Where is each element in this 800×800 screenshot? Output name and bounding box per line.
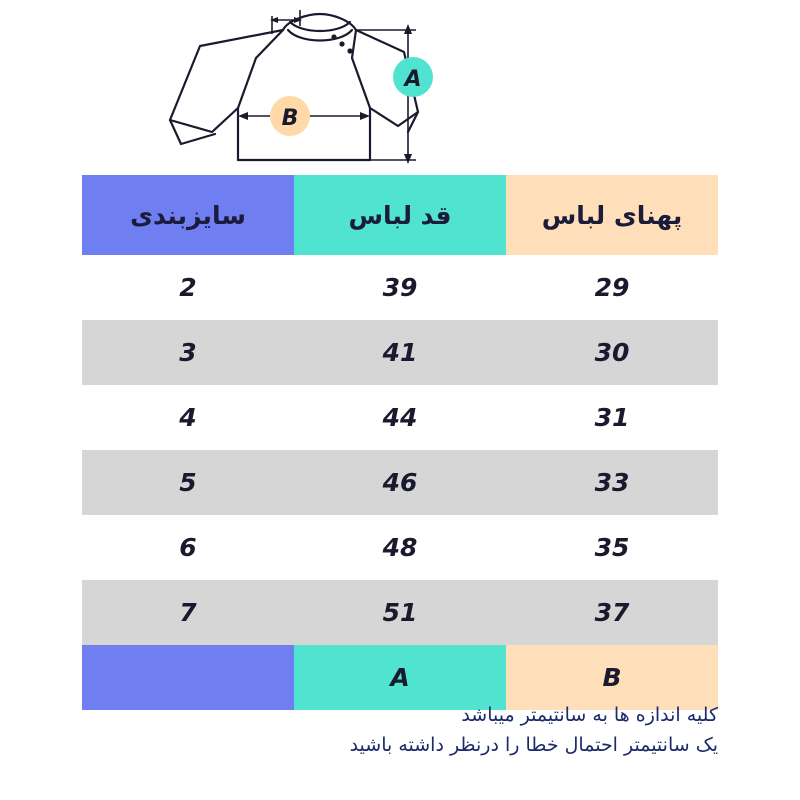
header-garment-width: پهنای لباس xyxy=(506,175,718,255)
a-badge-label: A xyxy=(404,67,422,92)
table-body xyxy=(82,255,718,645)
note-line-2: یک سانتیمتر احتمال خطا را درنظر داشته باشید xyxy=(349,734,718,756)
cell-length: 39 xyxy=(294,255,506,320)
cell-width: 31 xyxy=(506,385,718,450)
b-badge-label: B xyxy=(281,106,299,131)
table-row xyxy=(82,580,718,645)
cell-size: 3 xyxy=(82,320,294,385)
cell-size: 7 xyxy=(82,580,294,645)
size-chart-table xyxy=(82,175,718,710)
table-row xyxy=(82,320,718,385)
cell-length: 51 xyxy=(294,580,506,645)
cell-size: 2 xyxy=(82,255,294,320)
cell-width: 30 xyxy=(506,320,718,385)
table-header-row xyxy=(82,175,718,255)
footer-width-key: B xyxy=(506,645,718,710)
note-line-1: کلیه اندازه ها به سانتیمتر میباشد xyxy=(461,704,718,726)
table-row xyxy=(82,385,718,450)
footer-length-key: A xyxy=(294,645,506,710)
header-sizing: سایزبندی xyxy=(82,175,294,255)
cell-length: 46 xyxy=(294,450,506,515)
cell-size: 6 xyxy=(82,515,294,580)
cell-width: 29 xyxy=(506,255,718,320)
footer-size-empty xyxy=(82,645,294,710)
table-row xyxy=(82,255,718,320)
table-row xyxy=(82,515,718,580)
cell-width: 33 xyxy=(506,450,718,515)
cell-length: 48 xyxy=(294,515,506,580)
cell-size: 5 xyxy=(82,450,294,515)
cell-width: 35 xyxy=(506,515,718,580)
cell-width: 37 xyxy=(506,580,718,645)
garment-diagram xyxy=(0,0,800,175)
cell-length: 41 xyxy=(294,320,506,385)
measurement-notes xyxy=(350,700,718,760)
cell-size: 4 xyxy=(82,385,294,450)
header-garment-length: قد لباس xyxy=(294,175,506,255)
table-row xyxy=(82,450,718,515)
cell-length: 44 xyxy=(294,385,506,450)
